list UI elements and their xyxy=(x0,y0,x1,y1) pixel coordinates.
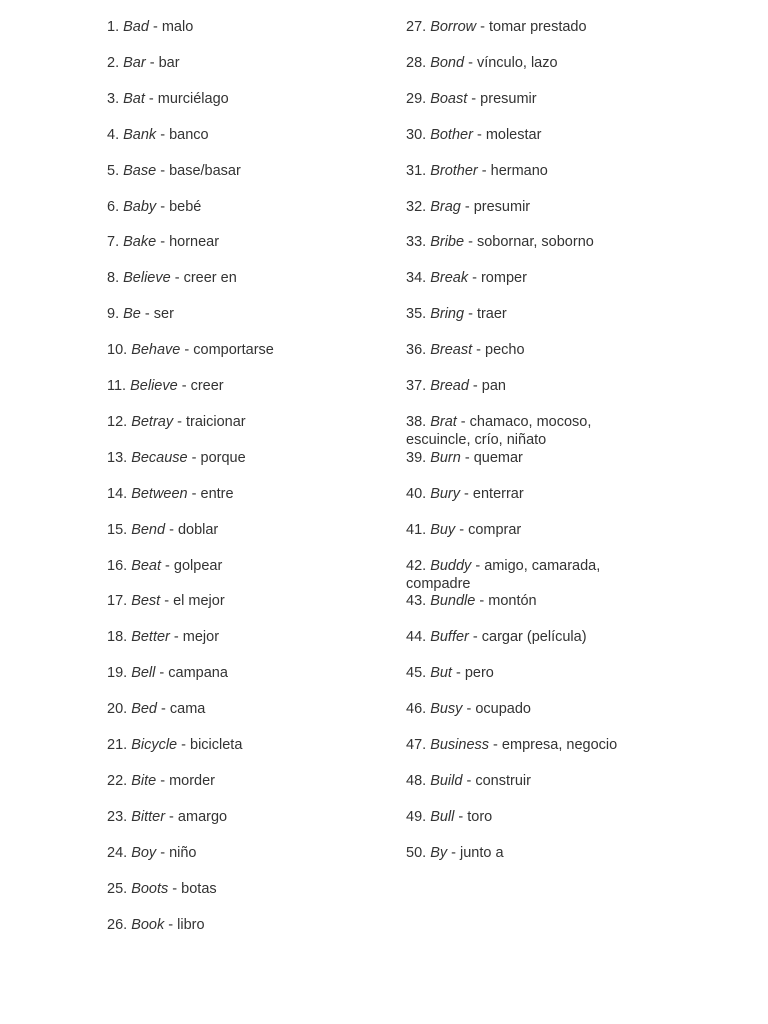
vocabulary-entry xyxy=(406,377,638,395)
separator: - xyxy=(455,521,469,538)
separator: - xyxy=(460,449,474,466)
english-word: Bother xyxy=(430,126,473,143)
english-word: Boy xyxy=(131,844,157,861)
vocabulary-entry xyxy=(107,162,377,180)
spanish-translation: hornear xyxy=(169,234,220,251)
spanish-translation: sobornar, soborno xyxy=(476,234,594,251)
spanish-translation: amargo xyxy=(177,808,228,825)
entry-number: 30. xyxy=(406,126,431,143)
spanish-translation: bar xyxy=(158,54,180,71)
separator: - xyxy=(140,306,154,323)
spanish-translation: presumir xyxy=(473,198,531,215)
entry-number: 17. xyxy=(107,593,132,610)
separator: - xyxy=(464,306,477,323)
entry-number: 7. xyxy=(107,234,124,251)
vocabulary-entry xyxy=(406,198,638,216)
english-word: Bar xyxy=(123,54,146,71)
entry-number: 42. xyxy=(406,557,431,574)
english-word: Boast xyxy=(430,90,468,107)
separator: - xyxy=(148,19,162,35)
english-word: Because xyxy=(131,449,188,466)
spanish-translation: traer xyxy=(476,306,507,323)
vocabulary-entry xyxy=(406,557,638,593)
spanish-translation: vínculo, lazo xyxy=(476,54,558,71)
spanish-translation: comprar xyxy=(468,521,522,538)
english-word: Believe xyxy=(123,270,171,287)
english-word: Between xyxy=(131,485,188,502)
vocabulary-entry xyxy=(107,341,377,359)
vocabulary-entry xyxy=(406,700,638,718)
vocabulary-entry xyxy=(107,18,377,36)
vocabulary-entry xyxy=(406,233,638,251)
entry-number: 19. xyxy=(107,665,132,682)
separator: - xyxy=(177,378,191,394)
vocabulary-entry xyxy=(107,880,377,898)
spanish-translation: base/basar xyxy=(169,162,241,179)
spanish-translation: doblar xyxy=(177,521,219,538)
separator: - xyxy=(187,485,201,502)
separator: - xyxy=(145,54,159,71)
vocabulary-entry xyxy=(406,90,638,108)
entry-number: 39. xyxy=(406,449,431,466)
entry-number: 13. xyxy=(107,449,132,466)
vocabulary-entry xyxy=(406,305,638,323)
entry-number: 26. xyxy=(107,916,132,933)
entry-number: 50. xyxy=(406,844,431,861)
entry-number: 28. xyxy=(406,54,431,71)
vocabulary-entry xyxy=(107,557,377,575)
spanish-translation: libro xyxy=(177,916,205,933)
spanish-translation: morder xyxy=(169,772,216,789)
separator: - xyxy=(477,162,491,179)
vocabulary-entry xyxy=(107,377,377,395)
entry-number: 14. xyxy=(107,485,132,502)
vocabulary-entry xyxy=(406,449,638,467)
vocabulary-entry xyxy=(107,916,377,934)
separator: - xyxy=(164,916,178,933)
spanish-translation: construir xyxy=(475,772,531,789)
vocabulary-entry xyxy=(107,485,377,503)
separator: - xyxy=(157,701,170,718)
entry-number: 27. xyxy=(406,19,431,35)
english-word: Buy xyxy=(430,521,456,538)
entry-number: 22. xyxy=(107,772,132,789)
english-word: Better xyxy=(131,629,170,646)
spanish-translation: ocupado xyxy=(475,701,531,718)
entry-number: 5. xyxy=(107,162,124,179)
vocabulary-entry xyxy=(406,736,638,754)
separator: - xyxy=(160,593,174,610)
spanish-translation: junto a xyxy=(460,844,504,861)
spanish-translation: hermano xyxy=(490,162,548,179)
separator: - xyxy=(155,665,169,682)
spanish-translation: bebé xyxy=(169,198,202,215)
spanish-translation: botas xyxy=(181,880,217,897)
spanish-translation: campana xyxy=(168,665,228,682)
english-word: Be xyxy=(123,306,141,323)
spanish-translation: murciélago xyxy=(157,90,229,107)
separator: - xyxy=(468,378,482,394)
english-word: Business xyxy=(430,737,490,753)
english-word: Burn xyxy=(430,449,461,466)
spanish-translation: pan xyxy=(481,378,506,394)
entry-number: 38. xyxy=(406,413,431,430)
separator: - xyxy=(156,198,170,215)
vocabulary-entry xyxy=(107,305,377,323)
entry-number: 2. xyxy=(107,54,124,71)
english-word: Bribe xyxy=(430,234,465,251)
entry-number: 34. xyxy=(406,270,431,287)
vocabulary-entry xyxy=(107,269,377,287)
entry-number: 41. xyxy=(406,521,431,538)
entry-number: 8. xyxy=(107,270,124,287)
separator: - xyxy=(187,449,201,466)
english-word: Brother xyxy=(430,162,478,179)
spanish-translation: pecho xyxy=(485,342,525,359)
english-word: Betray xyxy=(131,413,174,430)
separator: - xyxy=(467,90,481,107)
separator: - xyxy=(156,844,170,861)
vocabulary-entry xyxy=(107,54,377,72)
vocabulary-entry xyxy=(406,808,638,826)
vocabulary-entry xyxy=(406,269,638,287)
entry-number: 40. xyxy=(406,485,431,502)
spanish-translation: mejor xyxy=(182,629,220,646)
spanish-translation: molestar xyxy=(485,126,542,143)
english-word: Base xyxy=(123,162,157,179)
entry-number: 6. xyxy=(107,198,124,215)
english-word: Bend xyxy=(131,521,166,538)
separator: - xyxy=(460,485,473,502)
entry-number: 31. xyxy=(406,162,431,179)
entry-number: 25. xyxy=(107,880,132,897)
entry-number: 44. xyxy=(406,629,431,646)
entry-number: 20. xyxy=(107,701,132,718)
vocabulary-entry xyxy=(406,592,638,610)
english-word: Bury xyxy=(430,485,461,502)
english-word: Book xyxy=(131,916,165,933)
entry-number: 10. xyxy=(107,342,132,359)
vocabulary-entry xyxy=(406,521,638,539)
separator: - xyxy=(173,413,186,430)
vocabulary-entry xyxy=(107,90,377,108)
spanish-translation: el mejor xyxy=(173,593,225,610)
english-word: Bat xyxy=(123,90,145,107)
vocabulary-entry xyxy=(107,233,377,251)
entry-number: 16. xyxy=(107,557,132,574)
vocabulary-entry xyxy=(107,700,377,718)
vocabulary-entry xyxy=(107,844,377,862)
entry-number: 47. xyxy=(406,737,431,753)
english-word: Bread xyxy=(430,378,469,394)
vocabulary-entry xyxy=(107,592,377,610)
vocabulary-entry xyxy=(406,664,638,682)
entry-number: 9. xyxy=(107,306,124,323)
separator: - xyxy=(468,629,482,646)
separator: - xyxy=(472,126,486,143)
entry-number: 11. xyxy=(107,378,131,394)
english-word: Busy xyxy=(430,701,463,718)
vocabulary-entry xyxy=(107,521,377,539)
spanish-translation: pero xyxy=(464,665,494,682)
vocabulary-entry xyxy=(107,413,377,431)
vocabulary-entry xyxy=(107,808,377,826)
english-word: Bundle xyxy=(430,593,476,610)
entry-number: 18. xyxy=(107,629,132,646)
entry-number: 4. xyxy=(107,126,124,143)
spanish-translation: comportarse xyxy=(193,342,274,359)
separator: - xyxy=(165,808,178,825)
vocabulary-entry xyxy=(406,628,638,646)
vocabulary-entry xyxy=(406,126,638,144)
separator: - xyxy=(489,737,502,753)
separator: - xyxy=(169,629,183,646)
separator: - xyxy=(180,342,194,359)
entry-number: 24. xyxy=(107,844,132,861)
spanish-translation: traicionar xyxy=(186,413,246,430)
separator: - xyxy=(156,772,170,789)
english-word: Boots xyxy=(131,880,169,897)
english-word: Baby xyxy=(123,198,157,215)
english-word: Believe xyxy=(130,378,178,394)
entry-number: 49. xyxy=(406,808,431,825)
entry-number: 3. xyxy=(107,90,124,107)
spanish-translation: amigo, camarada, compadre xyxy=(406,557,601,592)
vocabulary-entry xyxy=(406,54,638,72)
separator: - xyxy=(464,54,477,71)
spanish-translation: creer xyxy=(190,378,224,394)
spanish-translation: tomar prestado xyxy=(489,19,587,35)
separator: - xyxy=(170,270,184,287)
entry-number: 37. xyxy=(406,378,431,394)
spanish-translation: porque xyxy=(200,449,246,466)
english-word: Bank xyxy=(123,126,157,143)
english-word: Bell xyxy=(131,665,156,682)
english-word: Beat xyxy=(131,557,162,574)
english-word: Bake xyxy=(123,234,157,251)
entry-number: 23. xyxy=(107,808,132,825)
spanish-translation: entre xyxy=(200,485,234,502)
separator: - xyxy=(475,593,489,610)
separator: - xyxy=(456,413,470,430)
entry-number: 21. xyxy=(107,737,132,753)
entry-number: 45. xyxy=(406,665,431,682)
english-word: Bicycle xyxy=(131,737,178,753)
spanish-translation: romper xyxy=(480,270,527,287)
entry-number: 1. xyxy=(107,19,124,35)
separator: - xyxy=(460,198,474,215)
entry-number: 35. xyxy=(406,306,431,323)
separator: - xyxy=(472,342,485,359)
english-word: Bad xyxy=(123,19,149,35)
separator: - xyxy=(471,557,485,574)
vocabulary-entry xyxy=(107,628,377,646)
separator: - xyxy=(476,19,490,35)
separator: - xyxy=(144,90,158,107)
spanish-translation: toro xyxy=(467,808,493,825)
separator: - xyxy=(462,701,476,718)
spanish-translation: niño xyxy=(169,844,197,861)
english-word: Buddy xyxy=(430,557,472,574)
vocabulary-entry xyxy=(107,198,377,216)
entry-number: 32. xyxy=(406,198,431,215)
vocabulary-entry xyxy=(406,485,638,503)
separator: - xyxy=(156,162,170,179)
english-word: Build xyxy=(430,772,463,789)
spanish-translation: presumir xyxy=(480,90,537,107)
entry-number: 12. xyxy=(107,413,132,430)
entry-number: 33. xyxy=(406,234,431,251)
separator: - xyxy=(447,844,460,861)
english-word: Bitter xyxy=(131,808,166,825)
english-word: Breast xyxy=(430,342,473,359)
entry-number: 36. xyxy=(406,342,431,359)
separator: - xyxy=(156,126,170,143)
spanish-translation: enterrar xyxy=(472,485,524,502)
separator: - xyxy=(454,808,468,825)
spanish-translation: creer en xyxy=(183,270,237,287)
english-word: Brag xyxy=(430,198,461,215)
spanish-translation: cargar (película) xyxy=(481,629,587,646)
vocabulary-entry xyxy=(406,772,638,790)
english-word: Buffer xyxy=(430,629,469,646)
spanish-translation: ser xyxy=(153,306,174,323)
entry-number: 46. xyxy=(406,701,431,718)
vocabulary-entry xyxy=(406,844,638,862)
vocabulary-entry xyxy=(406,341,638,359)
english-word: Bring xyxy=(430,306,465,323)
english-word: Brat xyxy=(430,413,457,430)
spanish-translation: bicicleta xyxy=(190,737,243,753)
vocabulary-entry xyxy=(107,126,377,144)
spanish-translation: montón xyxy=(488,593,537,610)
entry-number: 43. xyxy=(406,593,431,610)
english-word: By xyxy=(430,844,448,861)
separator: - xyxy=(161,557,174,574)
english-word: Borrow xyxy=(430,19,477,35)
english-word: Behave xyxy=(131,342,181,359)
vocabulary-entry xyxy=(406,18,638,36)
separator: - xyxy=(468,270,481,287)
entry-number: 29. xyxy=(406,90,431,107)
english-word: Bed xyxy=(131,701,157,718)
english-word: But xyxy=(430,665,452,682)
separator: - xyxy=(165,521,178,538)
spanish-translation: banco xyxy=(169,126,209,143)
entry-number: 15. xyxy=(107,521,132,538)
english-word: Bite xyxy=(131,772,157,789)
separator: - xyxy=(177,737,191,753)
spanish-translation: malo xyxy=(161,19,194,35)
english-word: Bull xyxy=(430,808,455,825)
vocabulary-entry xyxy=(406,413,638,449)
spanish-translation: cama xyxy=(169,701,206,718)
separator: - xyxy=(168,880,182,897)
vocabulary-entry xyxy=(107,772,377,790)
separator: - xyxy=(462,772,476,789)
separator: - xyxy=(451,665,465,682)
vocabulary-entry xyxy=(107,449,377,467)
entry-number: 48. xyxy=(406,772,431,789)
spanish-translation: quemar xyxy=(473,449,523,466)
spanish-translation: golpear xyxy=(173,557,223,574)
separator: - xyxy=(156,234,170,251)
english-word: Best xyxy=(131,593,161,610)
english-word: Break xyxy=(430,270,469,287)
separator: - xyxy=(464,234,477,251)
spanish-translation: chamaco, mocoso, escuincle, crío, niñato xyxy=(406,413,592,448)
vocabulary-entry xyxy=(406,162,638,180)
spanish-translation: empresa, negocio xyxy=(501,737,618,753)
english-word: Bond xyxy=(430,54,465,71)
vocabulary-entry xyxy=(107,664,377,682)
vocabulary-entry xyxy=(107,736,377,754)
